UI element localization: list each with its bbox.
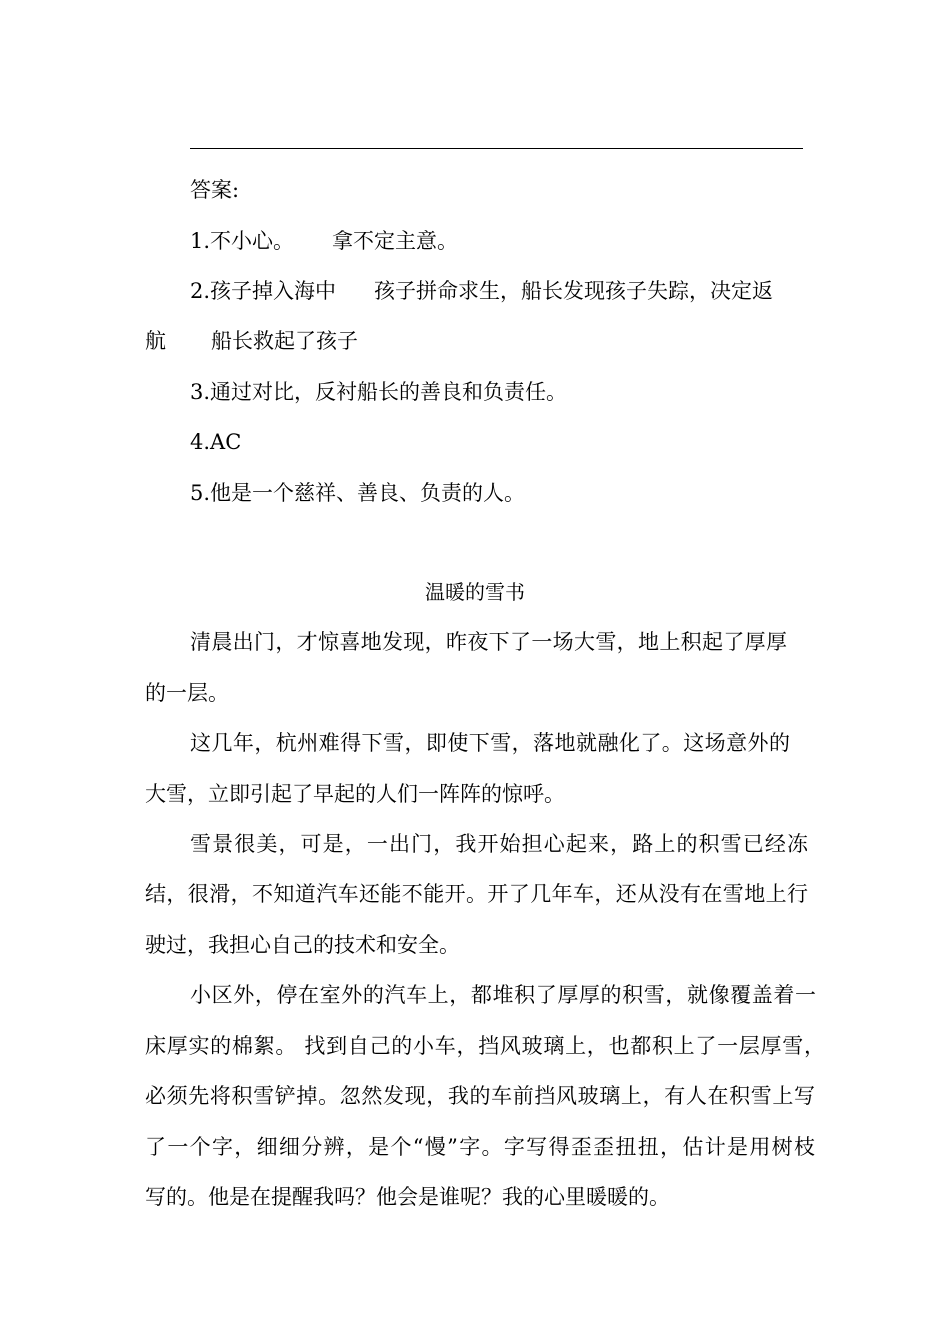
paragraph-3-line-2: 结，很滑，不知道汽车还能不能开。开了几年车，还从没有在雪地上行 — [145, 882, 808, 906]
paragraph-1-line-2: 的一层。 — [145, 681, 229, 705]
answer-2-part-b: 孩子拼命求生，船长发现孩子失踪，决定返 — [374, 279, 774, 303]
answer-1-part-b: 拿不定主意。 — [332, 229, 459, 253]
answer-1 — [190, 227, 458, 255]
answer-2-part-c: 航 — [145, 329, 166, 353]
paragraph-4-line-3: 必须先将积雪铲掉。忽然发现，我的车前挡风玻璃上，有人在积雪上写 — [145, 1084, 815, 1108]
paragraph-4-line-4: 了一个字，细细分辨，是个“慢”字。字写得歪歪扭扭，估计是用树枝 — [145, 1135, 815, 1159]
paragraph-1-line-1: 清晨出门，才惊喜地发现，昨夜下了一场大雪，地上积起了厚厚 — [190, 630, 787, 654]
paragraph-2-line-1: 这几年，杭州难得下雪，即使下雪，落地就融化了。这场意外的 — [190, 731, 790, 755]
answer-3: 3.通过对比，反衬船长的善良和负责任。 — [190, 380, 568, 404]
answer-2-part-a: 2.孩子掉入海中 — [190, 279, 337, 303]
paragraph-2-line-2: 大雪，立即引起了早起的人们一阵阵的惊呼。 — [145, 782, 565, 806]
paragraph-3-line-1: 雪景很美，可是，一出门，我开始担心起来，路上的积雪已经冻 — [190, 832, 808, 856]
answer-5: 5.他是一个慈祥、善良、负责的人。 — [190, 481, 526, 505]
paragraph-4-line-2: 床厚实的棉絮。 找到自己的小车，挡风玻璃上，也都积上了一层厚雪， — [145, 1034, 825, 1058]
answer-2-line-2 — [145, 327, 358, 355]
paragraph-3-line-3: 驶过，我担心自己的技术和安全。 — [145, 933, 460, 957]
answer-1-part-a: 1.不小心。 — [190, 229, 295, 253]
answer-4: 4.AC — [190, 430, 242, 454]
answer-2-line-1 — [190, 277, 773, 305]
paragraph-4-line-1: 小区外，停在室外的汽车上，都堆积了厚厚的积雪，就像覆盖着一 — [190, 983, 816, 1007]
answer-2-part-d: 船长救起了孩子 — [211, 329, 358, 353]
paragraph-4-line-5: 写的。他是在提醒我吗？他会是谁呢？我的心里暖暖的。 — [145, 1185, 670, 1209]
answer-line — [190, 148, 803, 149]
answers-heading: 答案: — [190, 178, 240, 202]
story-title: 温暖的雪书 — [425, 580, 525, 604]
